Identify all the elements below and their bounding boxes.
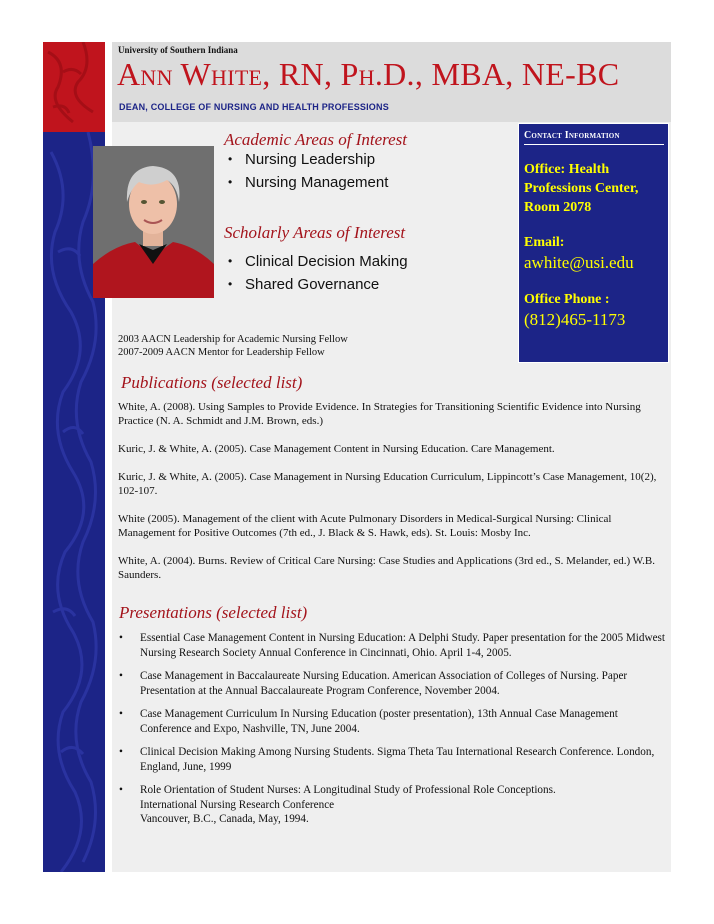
publication-entry: Kuric, J. & White, A. (2005). Case Management in Nursing Education Curriculum, Lippincott’s Case Management, 10(2), 102-107.	[118, 471, 657, 497]
fellowship-line: 2003 AACN Leadership for Academic Nursing Fellow	[118, 334, 348, 345]
list-item: • Nursing Management	[224, 173, 388, 196]
decorative-band-red	[43, 42, 105, 132]
presentation-entry: • Clinical Decision Making Among Nursing Students. Sigma Theta Tau International Research Conference. London, England, June, 1999	[118, 745, 666, 774]
academic-interests-title: Academic Areas of Interest	[224, 130, 408, 149]
fellowships	[118, 333, 348, 359]
presentation-entry: • Case Management in Baccalaureate Nursing Education. American Association of Colleges of Nursing. Paper Presentation at the Annual Baccalaureate Program Conference, November 2004.	[118, 669, 666, 698]
contact-title: Contact Information	[524, 130, 620, 141]
presentation-line: • Role Orientation of Student Nurses: A Longitudinal Study of Professional Role Conceptions.	[140, 784, 556, 796]
publication-entry: White, A. (2008). Using Samples to Provide Evidence. In Strategies for Transitioning Scientific Evidence into Nursing Practice (N. A. Schmidt and J.M. Brown, eds.)	[118, 401, 641, 427]
fellowship-line: 2007-2009 AACN Mentor for Leadership Fellow	[118, 347, 325, 358]
list-item: • Nursing Leadership	[224, 150, 388, 173]
academic-interests-list	[224, 150, 388, 196]
presentations-title: Presentations (selected list)	[119, 603, 308, 622]
publications-list	[118, 400, 663, 596]
presentation-line: Vancouver, B.C., Canada, May, 1994.	[140, 813, 309, 825]
publication-entry: White (2005). Management of the client with Acute Pulmonary Disorders in Medical-Surgical Nursing: Clinical Management for Positive Outcomes (7th ed., J. Black & S. Hawk, eds). St. Louis: Mosby Inc.	[118, 513, 612, 539]
publication-entry: Kuric, J. & White, A. (2005). Case Management Content in Nursing Education. Care Management.	[118, 443, 555, 455]
email-label: Email:	[524, 235, 565, 250]
university-name: University of Southern Indiana	[118, 45, 238, 55]
list-item: • Clinical Decision Making	[224, 252, 408, 275]
presentation-entry: • Essential Case Management Content in Nursing Education: A Delphi Study. Paper presentation for the 2005 Midwest Nursing Research Society Annual Conference in Cincinnati, Ohio. April 1-4, 2005.	[118, 631, 666, 660]
person-name: Ann White, RN, Ph.D., MBA, NE-BC	[117, 56, 620, 92]
portrait-photo	[93, 146, 214, 298]
email-link[interactable]: awhite@usi.edu	[524, 253, 634, 272]
phone-number: (812)465-1173	[524, 310, 626, 329]
presentation-entry: • Case Management Curriculum In Nursing Education (poster presentation), 13th Annual Case Management Conference and Expo, Nashville, TN, June 2004.	[118, 707, 666, 736]
presentation-line: International Nursing Research Conference	[140, 798, 335, 811]
office-location: Office: Health Professions Center, Room 2078	[524, 162, 639, 215]
contact-box	[518, 123, 669, 363]
scholarly-interests-list	[224, 252, 408, 298]
portrait-icon	[93, 146, 214, 298]
divider	[524, 144, 664, 145]
publications-title: Publications (selected list)	[121, 373, 303, 392]
leaf-pattern-icon	[43, 42, 105, 132]
scholarly-interests-title: Scholarly Areas of Interest	[224, 223, 406, 242]
job-title: DEAN, COLLEGE OF NURSING AND HEALTH PROFESSIONS	[119, 102, 389, 112]
list-item: • Shared Governance	[224, 275, 408, 298]
publication-entry: White, A. (2004). Burns. Review of Critical Care Nursing: Case Studies and Applications (3rd ed., S. Melander, ed.) W.B. Saunders.	[118, 555, 655, 581]
phone-label: Office Phone :	[524, 292, 610, 307]
presentation-entry	[118, 783, 666, 827]
presentations-list	[118, 631, 666, 836]
